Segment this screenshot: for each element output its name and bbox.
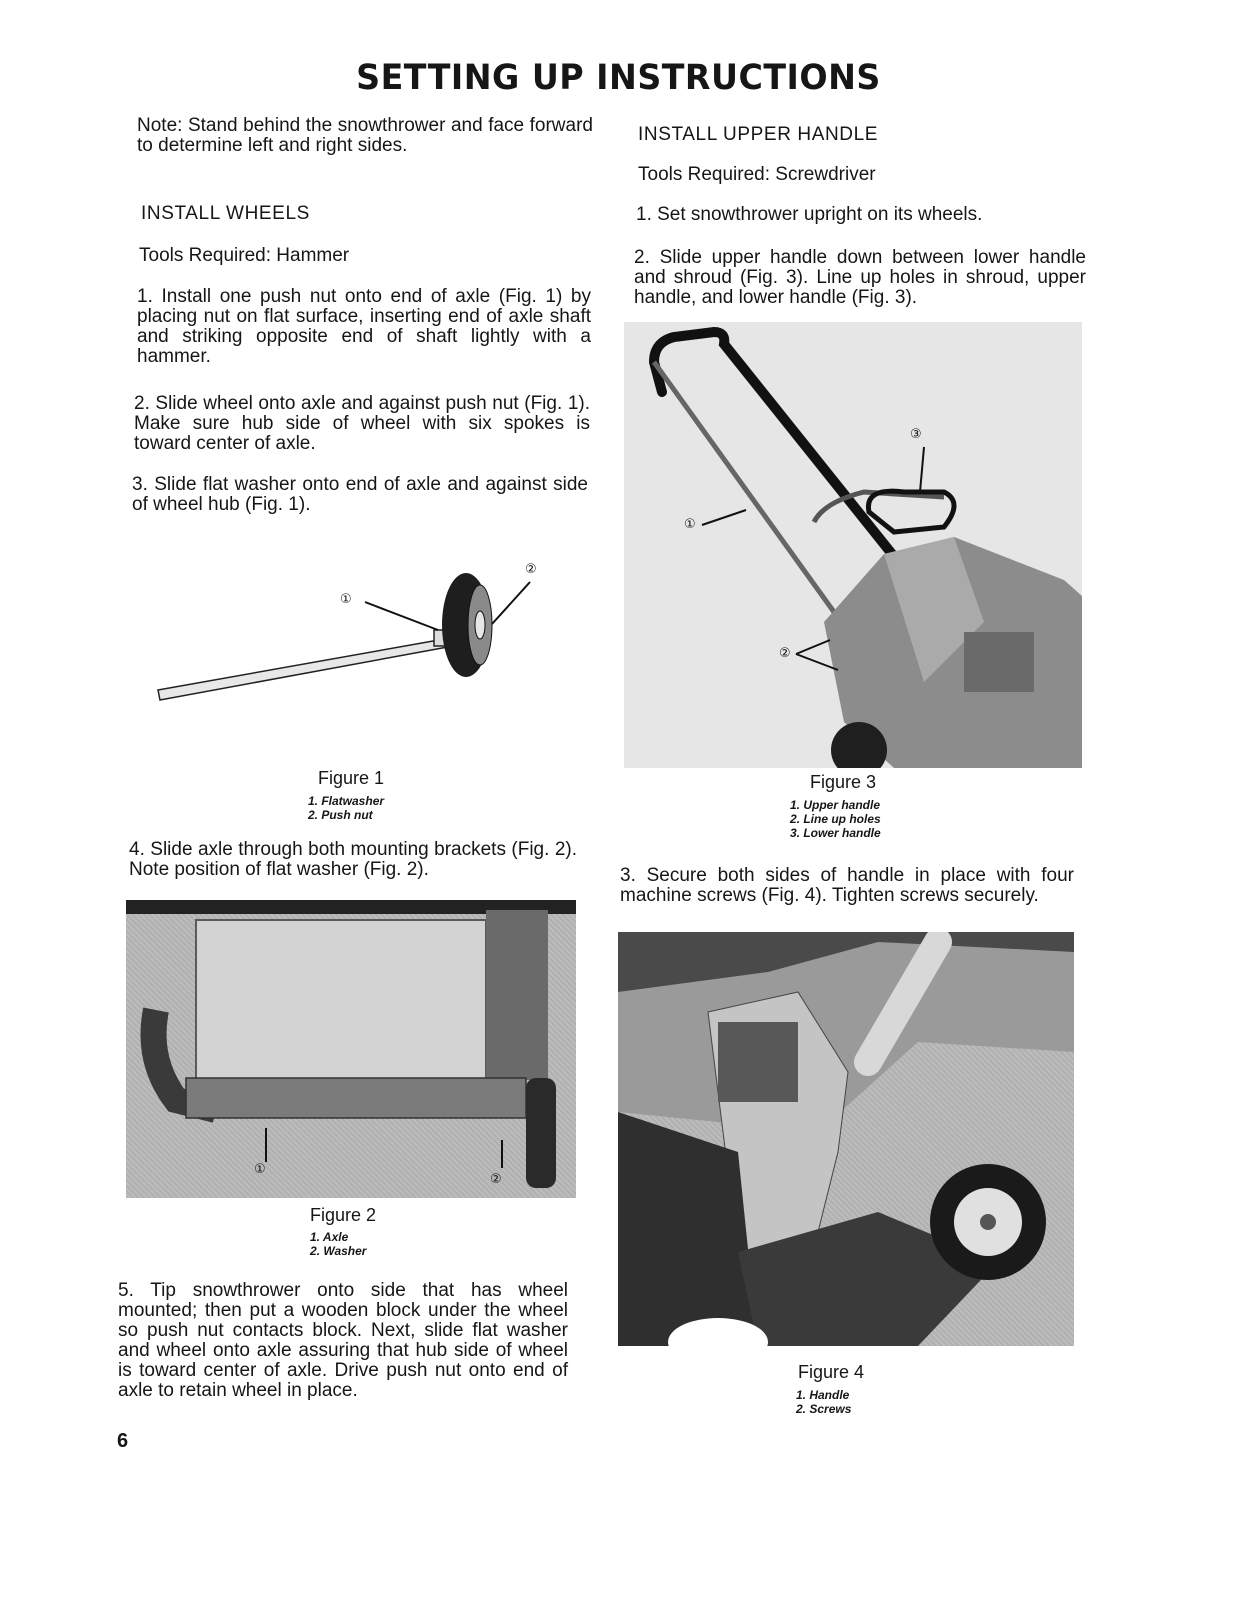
figure-3-photo xyxy=(624,322,1082,768)
figure-2-legend xyxy=(310,1230,366,1258)
figure-2-callout-1: ① xyxy=(254,1162,266,1177)
note-paragraph xyxy=(137,116,593,156)
figure-4-item-1: 1. Handle xyxy=(796,1388,850,1402)
figure-1-callout-2: ② xyxy=(525,562,537,577)
install-wheels-step-3: 3. Slide flat washer onto end of axle and against side of wheel hub (Fig. 1). xyxy=(132,474,588,515)
figure-1-illustration xyxy=(150,560,570,720)
install-upper-handle-tools: Tools Required: Screwdriver xyxy=(638,164,876,185)
figure-4-item-2: 2. Screws xyxy=(796,1402,852,1416)
figure-3-title: Figure 3 xyxy=(810,772,877,792)
figure-2-photo xyxy=(126,900,576,1198)
figure-4-photo xyxy=(618,932,1074,1346)
page-number: 6 xyxy=(117,1430,129,1452)
figure-3-callout-1: ① xyxy=(684,517,696,532)
figure-2-title: Figure 2 xyxy=(310,1205,377,1225)
install-upper-handle-heading: INSTALL UPPER HANDLE xyxy=(638,124,879,145)
figure-3-item-1: 1. Upper handle xyxy=(790,798,881,812)
note-text: Stand behind the snowthrower and face forward to determine left and right sides. xyxy=(137,115,593,156)
figure-4-title: Figure 4 xyxy=(798,1362,865,1382)
install-upper-handle-step-1: 1. Set snowthrower upright on its wheels. xyxy=(636,204,983,225)
install-wheels-step-2: 2. Slide wheel onto axle and against push nut (Fig. 1). Make sure hub side of wheel with six spokes is toward center of axle. xyxy=(134,393,590,454)
figure-4-legend xyxy=(796,1388,851,1416)
figure-3-legend xyxy=(790,798,881,840)
install-wheels-step-1: 1. Install one push nut onto end of axle (Fig. 1) by placing nut on flat surface, inserting end of axle shaft and striking opposite end of shaft lightly with a hammer. xyxy=(137,286,591,367)
install-upper-handle-step-2: 2. Slide upper handle down between lower handle and shroud (Fig. 3). Line up holes in shroud, upper handle, and lower handle (Fig. 3). xyxy=(634,247,1086,308)
page-title: SETTING UP INSTRUCTIONS xyxy=(356,58,881,98)
note-label: Note: xyxy=(137,115,183,136)
figure-3-callout-3: ③ xyxy=(910,427,922,442)
figure-3-item-2: 2. Line up holes xyxy=(790,812,881,826)
install-upper-handle-step-3: 3. Secure both sides of handle in place with four machine screws (Fig. 4). Tighten screws securely. xyxy=(620,865,1074,906)
figure-2-callout-2: ② xyxy=(490,1172,502,1187)
figure-1-item-2: 2. Push nut xyxy=(308,808,373,822)
figure-2-item-2: 2. Washer xyxy=(310,1244,367,1258)
figure-1-title: Figure 1 xyxy=(318,768,385,788)
figure-2-item-1: 1. Axle xyxy=(310,1230,349,1244)
figure-3-item-3: 3. Lower handle xyxy=(790,826,881,840)
figure-3-callout-2: ② xyxy=(779,646,791,661)
figure-1-callout-1: ① xyxy=(340,592,352,607)
install-wheels-tools: Tools Required: Hammer xyxy=(139,245,350,266)
figure-1-legend xyxy=(308,794,384,822)
figure-1-item-1: 1. Flatwasher xyxy=(308,794,385,808)
install-wheels-heading: INSTALL WHEELS xyxy=(141,203,310,224)
install-wheels-step-5: 5. Tip snowthrower onto side that has wheel mounted; then put a wooden block under the wheel so push nut contacts block. Next, slide flat washer and wheel onto axle assuring that hub side of wheel is toward center of axle. Drive push nut onto end of axle to retain wheel in place. xyxy=(118,1280,568,1401)
install-wheels-step-4: 4. Slide axle through both mounting brackets (Fig. 2). Note position of flat washer (Fig. 2). xyxy=(129,839,577,880)
